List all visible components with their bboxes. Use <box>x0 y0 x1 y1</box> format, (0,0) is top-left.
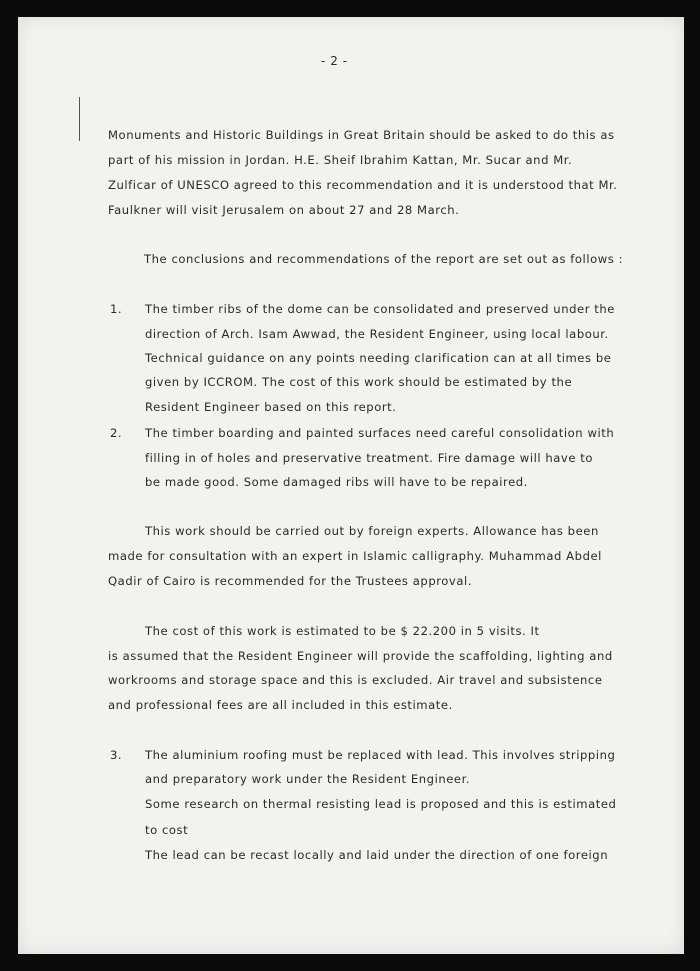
item3-line: and preparatory work under the Resident Engineer. <box>145 772 471 786</box>
conclusions-line: The conclusions and recommendations of the report are set out as follows : <box>144 252 624 266</box>
item3-line: The lead can be recast locally and laid under the direction of one foreign <box>145 848 609 862</box>
item2-line: The timber boarding and painted surfaces need careful consolidation with <box>145 426 615 440</box>
item2-line: filling in of holes and preservative treatment. Fire damage will have to <box>145 451 593 465</box>
item1-line: direction of Arch. Isam Awwad, the Resident Engineer, using local labour. <box>145 327 609 341</box>
document-page <box>18 17 684 954</box>
item-number: 2. <box>110 426 123 440</box>
foreign-para-line: made for consultation with an expert in Islamic calligraphy. Muhammad Abdel <box>108 549 602 563</box>
intro-line: Zulficar of UNESCO agreed to this recommendation and it is understood that Mr. <box>108 178 618 192</box>
intro-line: part of his mission in Jordan. H.E. Sheif Ibrahim Kattan, Mr. Sucar and Mr. <box>108 153 573 167</box>
intro-line: Faulkner will visit Jerusalem on about 27 and 28 March. <box>108 203 460 217</box>
foreign-para-line: This work should be carried out by foreign experts. Allowance has been <box>145 524 599 538</box>
cost-para-line: and professional fees are all included in this estimate. <box>108 698 453 712</box>
item1-line: The timber ribs of the dome can be consolidated and preserved under the <box>145 302 615 316</box>
item3-line: Some research on thermal resisting lead is proposed and this is estimated <box>145 797 617 811</box>
item3-line: to cost <box>145 823 189 837</box>
cost-para-line: is assumed that the Resident Engineer will provide the scaffolding, lighting and <box>108 649 613 663</box>
item3-line: The aluminium roofing must be replaced with lead. This involves stripping <box>145 748 616 762</box>
cost-para-line: workrooms and storage space and this is excluded. Air travel and subsistence <box>108 673 603 687</box>
foreign-para-line: Qadir of Cairo is recommended for the Trustees approval. <box>108 574 473 588</box>
intro-line: Monuments and Historic Buildings in Great Britain should be asked to do this as <box>108 128 615 142</box>
item1-line: Resident Engineer based on this report. <box>145 400 397 414</box>
item-number: 1. <box>110 302 123 316</box>
item2-line: be made good. Some damaged ribs will have to be repaired. <box>145 475 528 489</box>
cost-para-line: The cost of this work is estimated to be $ 22.200 in 5 visits. It <box>145 624 540 638</box>
margin-mark <box>79 97 80 141</box>
page-number: - 2 - <box>321 54 348 68</box>
item1-line: Technical guidance on any points needing clarification can at all times be <box>145 351 612 365</box>
item1-line: given by ICCROM. The cost of this work should be estimated by the <box>145 375 573 389</box>
item-number: 3. <box>110 748 123 762</box>
